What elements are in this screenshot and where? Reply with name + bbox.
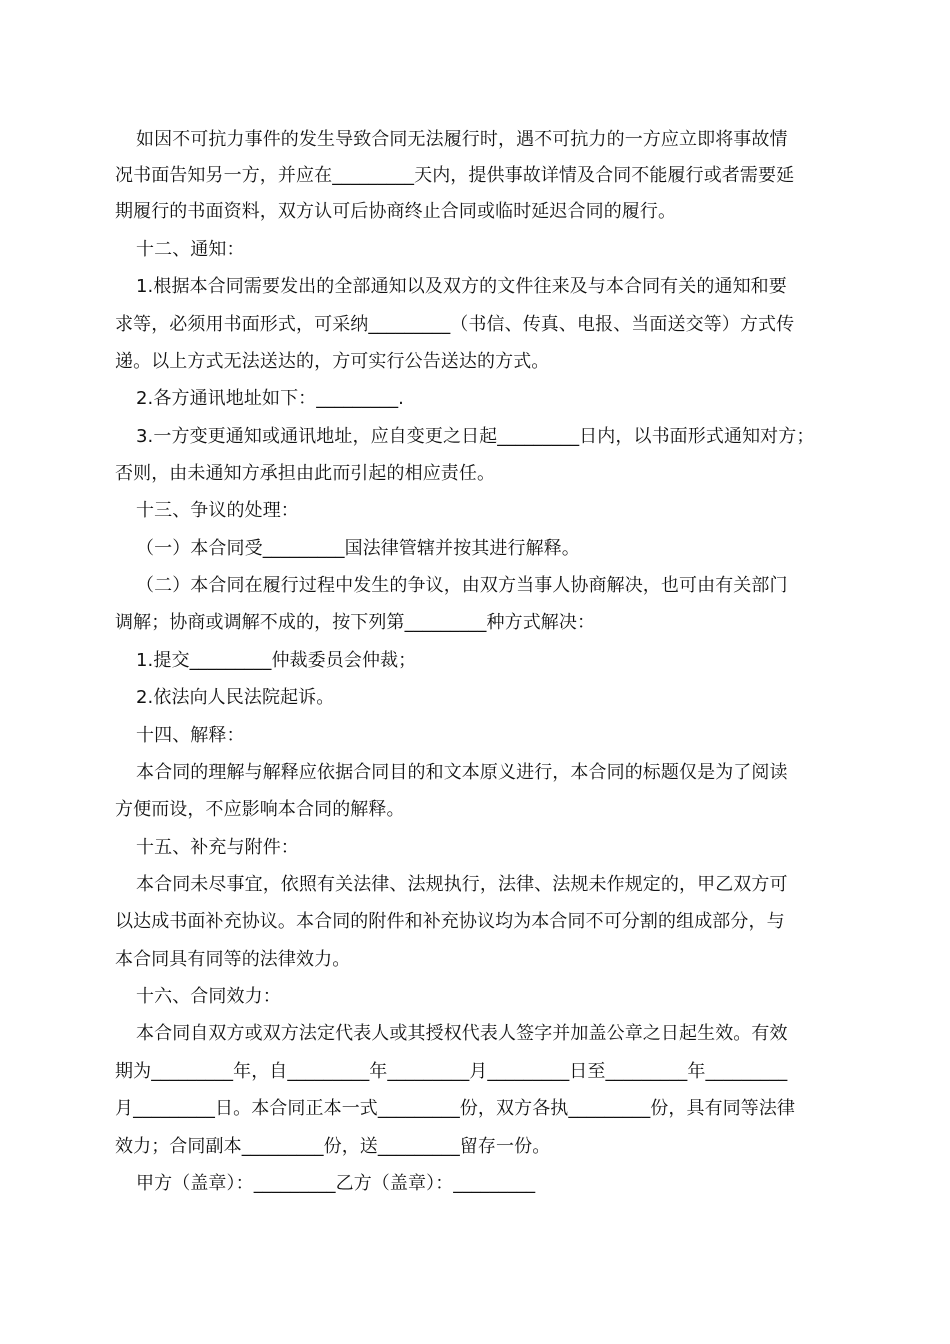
paragraph-line: 期履行的书面资料，双方认可后协商终止合同或临时延迟合同的履行。: [115, 201, 677, 222]
paragraph-line: 方便而设，不应影响本合同的解释。: [115, 799, 405, 820]
paragraph-line: 2.依法向人民法院起诉。: [136, 687, 335, 708]
paragraph-line: 3.一方变更通知或通讯地址，应自变更之日起_________日内，以书面形式通知对方；: [136, 426, 815, 447]
paragraph-line: 况书面告知另一方，并应在_________天内，提供事故详情及合同不能履行或者需要延: [115, 165, 795, 186]
paragraph-line: 月_________日。本合同正本一式_________份，双方各执_________份，具有同等法律: [115, 1098, 796, 1119]
paragraph-line: 效力；合同副本_________份，送_________留存一份。: [115, 1136, 551, 1157]
paragraph-line: 递。以上方式无法送达的，方可实行公告送达的方式。: [115, 351, 550, 372]
section-heading: 十四、解释：: [136, 725, 245, 746]
paragraph-line: （二）本合同在履行过程中发生的争议，由双方当事人协商解决，也可由有关部门: [136, 575, 788, 596]
signature-line: 甲方（盖章）：_________乙方（盖章）：_________: [136, 1173, 536, 1194]
paragraph-line: 本合同的理解与解释应依据合同目的和文本原义进行，本合同的标题仅是为了阅读: [136, 762, 788, 783]
paragraph-line: 本合同自双方或双方法定代表人或其授权代表人签字并加盖公章之日起生效。有效: [136, 1023, 788, 1044]
paragraph-line: （一）本合同受_________国法律管辖并按其进行解释。: [136, 538, 580, 559]
paragraph-line: 本合同具有同等的法律效力。: [115, 949, 351, 970]
paragraph-line: 如因不可抗力事件的发生导致合同无法履行时，遇不可抗力的一方应立即将事故情: [136, 129, 788, 150]
paragraph-line: 以达成书面补充协议。本合同的附件和补充协议均为本合同不可分割的组成部分，与: [115, 911, 785, 932]
section-heading: 十六、合同效力：: [136, 986, 281, 1007]
paragraph-line: 本合同未尽事宜，依照有关法律、法规执行，法律、法规未作规定的，甲乙双方可: [136, 874, 788, 895]
section-heading: 十三、争议的处理：: [136, 500, 299, 521]
section-heading: 十五、补充与附件：: [136, 837, 299, 858]
paragraph-line: 调解；协商或调解不成的，按下列第_________种方式解决：: [115, 612, 596, 633]
paragraph-line: 2.各方通讯地址如下：_________.: [136, 388, 404, 409]
paragraph-line: 1.提交_________仲裁委员会仲裁；: [136, 650, 417, 671]
paragraph-line: 求等，必须用书面形式，可采纳_________（书信、传真、电报、当面送交等）方式传: [115, 314, 795, 335]
section-heading: 十二、通知：: [136, 239, 245, 260]
paragraph-line: 期为_________年，自_________年_________月_________日至_________年_________: [115, 1061, 788, 1082]
paragraph-line: 1.根据本合同需要发出的全部通知以及双方的文件往来及与本合同有关的通知和要: [136, 276, 787, 297]
paragraph-line: 否则，由未通知方承担由此而引起的相应责任。: [115, 463, 496, 484]
